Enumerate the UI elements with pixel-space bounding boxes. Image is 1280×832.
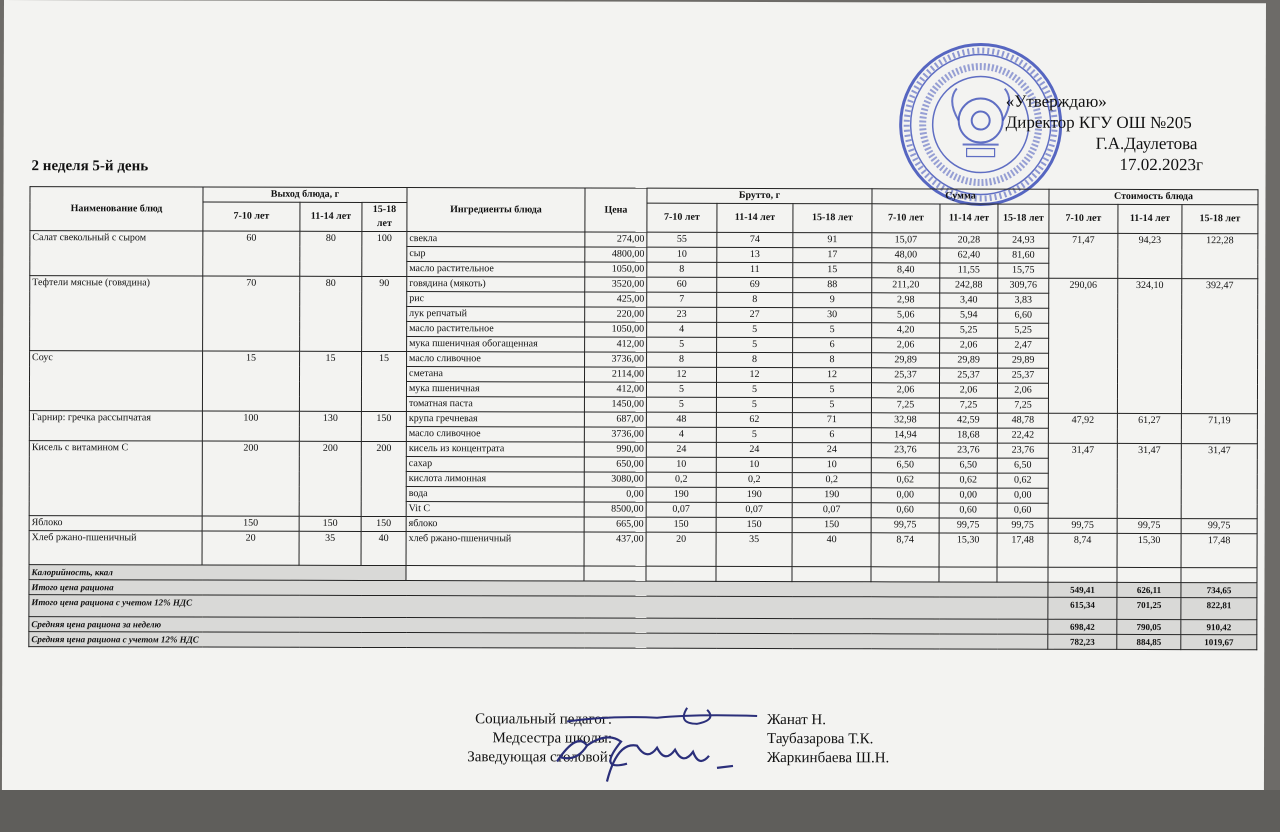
- sum-value: 24,93: [998, 233, 1049, 248]
- approve-position: Директор КГУ ОШ №205: [1005, 112, 1192, 133]
- output-value: 200: [202, 441, 299, 516]
- brutto-value: 0,07: [792, 503, 871, 518]
- empty-cell: [406, 566, 584, 581]
- ingredient-name: томатная паста: [406, 397, 584, 412]
- nurse-name: Таубазарова Т.К.: [767, 731, 874, 748]
- cost-value: 122,28: [1182, 234, 1258, 279]
- sum-value: 99,75: [997, 518, 1048, 533]
- brutto-value: 11: [717, 262, 793, 277]
- brutto-value: 5: [716, 382, 792, 397]
- social-pedagogue-name: Жанат Н.: [767, 712, 827, 729]
- brutto-value: 5: [716, 427, 792, 442]
- calories-label: Калорийность, ккал: [29, 565, 406, 581]
- brutto-value: 9: [793, 293, 872, 308]
- cost-value: 17,48: [1181, 534, 1257, 568]
- price-value: 3080,00: [584, 472, 646, 487]
- brutto-value: 74: [717, 232, 793, 247]
- empty-cell: [792, 567, 871, 582]
- dish-name: Тефтели мясные (говядина): [30, 276, 203, 351]
- empty-cell: [871, 567, 939, 582]
- brutto-value: 8: [717, 292, 793, 307]
- sum-value: 2,06: [871, 383, 939, 398]
- brutto-value: 5: [647, 337, 717, 352]
- header-age: 11-14 лет: [940, 204, 998, 233]
- brutto-value: 5: [792, 398, 871, 413]
- brutto-value: 24: [792, 443, 871, 458]
- brutto-value: 0,2: [716, 472, 792, 487]
- total-value: 1019,67: [1181, 635, 1257, 650]
- ingredient-name: мука пшеничная: [406, 382, 584, 397]
- brutto-value: 15: [793, 263, 872, 278]
- dish-name: Гарнир: гречка рассыпчатая: [29, 411, 202, 441]
- brutto-value: 8: [793, 353, 872, 368]
- table-row: [30, 276, 1258, 294]
- ingredient-name: масло сливочное: [406, 427, 584, 442]
- header-output: Выход блюда, г: [203, 187, 407, 203]
- sum-value: 48,00: [872, 248, 940, 263]
- sum-value: 20,28: [940, 233, 998, 248]
- brutto-value: 0,07: [646, 502, 716, 517]
- brutto-value: 190: [716, 487, 792, 502]
- header-cost: Стоимость блюда: [1049, 189, 1258, 205]
- sum-value: 5,25: [998, 323, 1049, 338]
- cost-value: 99,75: [1117, 518, 1181, 533]
- empty-cell: [1181, 568, 1257, 583]
- output-value: 100: [362, 231, 407, 276]
- cost-value: 99,75: [1181, 519, 1257, 534]
- ingredient-name: кисель из концентрата: [406, 442, 584, 457]
- total-value: 910,42: [1181, 620, 1257, 635]
- price-value: 1450,00: [584, 397, 646, 412]
- brutto-value: 88: [793, 278, 872, 293]
- cost-value: 31,47: [1181, 444, 1257, 519]
- sum-value: 0,62: [939, 473, 997, 488]
- ingredient-name: Vit C: [406, 502, 584, 517]
- sum-value: 22,42: [997, 428, 1048, 443]
- approval-block: [1006, 91, 1236, 176]
- sum-value: 3,40: [940, 293, 998, 308]
- output-value: 15: [299, 351, 361, 411]
- brutto-value: 5: [793, 323, 872, 338]
- brutto-value: 5: [792, 383, 871, 398]
- sum-value: 0,62: [871, 473, 939, 488]
- total-value: 734,65: [1181, 583, 1257, 598]
- sum-value: 25,37: [998, 368, 1049, 383]
- price-value: 8500,00: [584, 502, 646, 517]
- sum-value: 2,06: [939, 383, 997, 398]
- price-value: 220,00: [585, 307, 647, 322]
- cost-value: 290,06: [1048, 278, 1117, 413]
- total-value: 701,25: [1117, 597, 1181, 619]
- table-row: [30, 231, 1258, 249]
- brutto-value: 5: [646, 382, 716, 397]
- header-age: 15-18 лет: [1182, 205, 1258, 234]
- total-value: 822,81: [1181, 598, 1257, 620]
- brutto-value: 48: [646, 412, 716, 427]
- brutto-value: 0,07: [716, 502, 792, 517]
- output-value: 35: [299, 531, 361, 565]
- ingredient-name: рис: [407, 292, 585, 307]
- cost-value: 99,75: [1048, 518, 1117, 533]
- sum-value: 211,20: [872, 278, 940, 293]
- header-age: 7-10 лет: [203, 202, 300, 231]
- sum-value: 18,68: [939, 428, 997, 443]
- empty-cell: [584, 566, 646, 581]
- brutto-value: 0,2: [646, 472, 716, 487]
- total-label: Итого цена рациона с учетом 12% НДС: [29, 595, 1048, 620]
- sum-value: 23,76: [939, 443, 997, 458]
- ingredient-name: масло растительное: [407, 322, 585, 337]
- brutto-value: 20: [646, 532, 716, 566]
- cost-value: 31,47: [1117, 443, 1181, 518]
- dish-name: Яблоко: [29, 516, 202, 531]
- price-value: 274,00: [585, 232, 647, 247]
- brutto-value: 12: [793, 368, 872, 383]
- header-dish: Наименование блюд: [30, 187, 203, 231]
- header-brutto: Брутто, г: [647, 188, 872, 204]
- sum-value: 7,25: [871, 398, 939, 413]
- brutto-value: 12: [717, 367, 793, 382]
- output-value: 150: [299, 516, 361, 531]
- sum-value: 11,55: [940, 263, 998, 278]
- sum-value: 14,94: [871, 428, 939, 443]
- brutto-value: 62: [716, 412, 792, 427]
- header-age: 11-14 лет: [1118, 204, 1182, 233]
- social-pedagogue-label: Социальный педагог:: [475, 711, 613, 728]
- header-price: Цена: [585, 188, 647, 232]
- cost-value: 61,27: [1117, 413, 1181, 443]
- sum-value: 8,40: [872, 263, 940, 278]
- brutto-value: 150: [716, 517, 792, 532]
- brutto-value: 91: [793, 233, 872, 248]
- canteen-head-label: Заведующая столовой:: [467, 749, 613, 766]
- menu-table: [28, 186, 1258, 650]
- canteen-head-name: Жаркинбаева Ш.Н.: [766, 750, 890, 767]
- sum-value: 0,62: [997, 473, 1048, 488]
- brutto-value: 30: [793, 308, 872, 323]
- sum-value: 6,50: [871, 458, 939, 473]
- sum-value: 15,07: [872, 233, 940, 248]
- total-value: 698,42: [1048, 619, 1117, 634]
- header-ingredients: Ингредиенты блюда: [407, 188, 585, 232]
- sum-value: 29,89: [940, 353, 998, 368]
- brutto-value: 7: [647, 292, 717, 307]
- ingredient-name: сахар: [406, 457, 584, 472]
- sum-value: 4,20: [872, 323, 940, 338]
- brutto-value: 8: [647, 262, 717, 277]
- sum-value: 2,47: [998, 338, 1049, 353]
- dish-name: Хлеб ржано-пшеничный: [29, 531, 202, 565]
- brutto-value: 150: [792, 518, 871, 533]
- output-value: 200: [299, 441, 361, 516]
- sum-value: 0,00: [871, 488, 939, 503]
- sum-value: 99,75: [939, 518, 997, 533]
- ingredient-name: крупа гречневая: [406, 412, 584, 427]
- brutto-value: 40: [792, 533, 871, 567]
- sum-value: 32,98: [871, 413, 939, 428]
- output-value: 15: [202, 351, 299, 411]
- table-row: [29, 411, 1257, 429]
- price-value: 3520,00: [585, 277, 647, 292]
- brutto-value: 27: [717, 307, 793, 322]
- output-value: 200: [361, 441, 406, 516]
- sum-value: 309,76: [998, 278, 1049, 293]
- sum-value: 242,88: [940, 278, 998, 293]
- brutto-value: 10: [792, 458, 871, 473]
- brutto-value: 5: [717, 337, 793, 352]
- nurse-label: Медсестра школы:: [492, 730, 613, 747]
- brutto-value: 0,2: [792, 473, 871, 488]
- total-label: Средняя цена рациона с учетом 12% НДС: [29, 632, 1048, 650]
- brutto-value: 12: [647, 367, 717, 382]
- brutto-value: 6: [793, 338, 872, 353]
- ingredient-name: мука пшеничная обогащенная: [407, 337, 585, 352]
- output-value: 70: [203, 276, 300, 351]
- ingredient-name: говядина (мякоть): [407, 277, 585, 292]
- cost-value: 71,47: [1049, 233, 1118, 278]
- total-label: Средняя цена рациона за неделю: [29, 617, 1048, 635]
- header-age: 11-14 лет: [717, 203, 793, 232]
- approve-date: 17.02.2023г: [1119, 154, 1204, 175]
- sum-value: 23,76: [997, 443, 1048, 458]
- ingredient-name: сметана: [407, 367, 585, 382]
- cost-value: 324,10: [1117, 278, 1181, 413]
- handwritten-signatures: [547, 701, 787, 792]
- brutto-value: 35: [716, 532, 792, 566]
- price-value: 665,00: [584, 517, 646, 532]
- sum-value: 0,60: [939, 503, 997, 518]
- ingredient-name: сыр: [407, 247, 585, 262]
- sum-value: 0,00: [997, 488, 1048, 503]
- total-value: 782,23: [1048, 634, 1117, 649]
- table-row: [29, 531, 1257, 568]
- price-value: 1050,00: [585, 262, 647, 277]
- sum-value: 2,06: [940, 338, 998, 353]
- brutto-value: 10: [647, 247, 717, 262]
- brutto-value: 10: [716, 457, 792, 472]
- output-value: 150: [361, 411, 406, 441]
- ingredient-name: масло растительное: [407, 262, 585, 277]
- total-value: 615,34: [1048, 597, 1117, 619]
- brutto-value: 4: [646, 427, 716, 442]
- ingredient-name: вода: [406, 487, 584, 502]
- output-value: 80: [300, 231, 362, 276]
- brutto-value: 5: [646, 397, 716, 412]
- output-value: 60: [203, 231, 300, 276]
- brutto-value: 5: [717, 322, 793, 337]
- sum-value: 23,76: [871, 443, 939, 458]
- sum-value: 5,94: [940, 308, 998, 323]
- empty-cell: [716, 566, 792, 581]
- total-value: 549,41: [1048, 582, 1117, 597]
- sum-value: 8,74: [871, 533, 939, 567]
- cost-value: 94,23: [1118, 233, 1182, 278]
- cost-value: 71,19: [1181, 414, 1257, 444]
- brutto-value: 4: [647, 322, 717, 337]
- brutto-value: 8: [717, 352, 793, 367]
- sum-value: 0,00: [939, 488, 997, 503]
- sum-value: 25,37: [940, 368, 998, 383]
- dish-name: Салат свекольный с сыром: [30, 231, 203, 276]
- sum-value: 0,60: [871, 503, 939, 518]
- ingredient-name: масло сливочное: [407, 352, 585, 367]
- background-surface: [0, 790, 1280, 832]
- ingredient-name: кислота лимонная: [406, 472, 584, 487]
- sum-value: 42,59: [939, 413, 997, 428]
- dish-name: Кисель с витамином С: [29, 441, 202, 516]
- empty-cell: [1048, 567, 1117, 582]
- approve-name: Г.А.Даулетова: [1095, 133, 1198, 154]
- table-row: [29, 441, 1257, 459]
- brutto-value: 69: [717, 277, 793, 292]
- sum-value: 3,83: [998, 293, 1049, 308]
- sum-value: 15,75: [998, 263, 1049, 278]
- approve-title: «Утверждаю»: [1005, 91, 1107, 111]
- price-value: 1050,00: [585, 322, 647, 337]
- sum-value: 6,50: [939, 458, 997, 473]
- cost-value: 15,30: [1117, 533, 1181, 567]
- sum-value: 81,60: [998, 248, 1049, 263]
- cost-value: 8,74: [1048, 533, 1117, 567]
- empty-cell: [1117, 567, 1181, 582]
- price-value: 3736,00: [585, 352, 647, 367]
- ingredient-name: свекла: [407, 232, 585, 247]
- header-age: 7-10 лет: [872, 204, 940, 233]
- price-value: 412,00: [584, 382, 646, 397]
- sum-value: 7,25: [997, 398, 1048, 413]
- output-value: 80: [300, 276, 362, 351]
- price-value: 2114,00: [585, 367, 647, 382]
- brutto-value: 6: [792, 428, 871, 443]
- header-sum: Сумма: [872, 189, 1049, 204]
- total-label: Итого цена рациона: [29, 580, 1048, 598]
- price-value: 687,00: [584, 412, 646, 427]
- brutto-value: 24: [646, 442, 716, 457]
- header-age: 11-14 лет: [300, 202, 362, 231]
- price-value: 650,00: [584, 457, 646, 472]
- output-value: 150: [361, 516, 406, 531]
- brutto-value: 190: [792, 488, 871, 503]
- cost-value: 47,92: [1048, 413, 1117, 443]
- ingredient-name: лук репчатый: [407, 307, 585, 322]
- sum-value: 48,78: [997, 413, 1048, 428]
- price-value: 3736,00: [584, 427, 646, 442]
- header-age: 15-18 лет: [793, 204, 872, 233]
- brutto-value: 60: [647, 277, 717, 292]
- brutto-value: 24: [716, 442, 792, 457]
- output-value: 40: [361, 531, 406, 565]
- output-value: 15: [361, 351, 406, 411]
- sum-value: 6,50: [997, 458, 1048, 473]
- total-value: 626,11: [1117, 582, 1181, 597]
- sum-value: 6,60: [998, 308, 1049, 323]
- total-value: 790,05: [1117, 619, 1181, 634]
- header-age: 7-10 лет: [1049, 204, 1118, 233]
- document-sheet: [2, 0, 1266, 793]
- dish-name: Соус: [29, 351, 202, 411]
- sum-value: 7,25: [939, 398, 997, 413]
- sum-value: 2,98: [872, 293, 940, 308]
- sum-value: 2,06: [997, 383, 1048, 398]
- header-age: 15-18 лет: [998, 204, 1049, 233]
- brutto-value: 5: [716, 397, 792, 412]
- cost-value: 31,47: [1048, 443, 1117, 518]
- output-value: 100: [202, 411, 299, 441]
- sum-value: 5,25: [940, 323, 998, 338]
- brutto-value: 17: [793, 248, 872, 263]
- header-age: 15-18 лет: [362, 202, 407, 231]
- empty-cell: [646, 566, 716, 581]
- brutto-value: 150: [646, 517, 716, 532]
- brutto-value: 71: [792, 413, 871, 428]
- brutto-value: 23: [647, 307, 717, 322]
- output-value: 150: [202, 516, 299, 531]
- brutto-value: 10: [646, 457, 716, 472]
- sum-value: 5,06: [872, 308, 940, 323]
- price-value: 412,00: [585, 337, 647, 352]
- cost-value: 392,47: [1181, 279, 1257, 414]
- empty-cell: [997, 567, 1048, 582]
- output-value: 90: [362, 276, 407, 351]
- output-value: 20: [202, 531, 299, 565]
- output-value: 130: [299, 411, 361, 441]
- sum-value: 29,89: [872, 353, 940, 368]
- ingredient-name: яблоко: [406, 517, 584, 532]
- day-title: 2 неделя 5-й день: [31, 158, 149, 175]
- total-row: [29, 632, 1257, 650]
- sum-value: 15,30: [939, 533, 997, 567]
- sum-value: 17,48: [997, 533, 1048, 567]
- price-value: 990,00: [584, 442, 646, 457]
- brutto-value: 190: [646, 487, 716, 502]
- header-age: 7-10 лет: [647, 203, 717, 232]
- sum-value: 29,89: [998, 353, 1049, 368]
- sum-value: 62,40: [940, 248, 998, 263]
- sum-value: 0,60: [997, 503, 1048, 518]
- brutto-value: 8: [647, 352, 717, 367]
- brutto-value: 55: [647, 232, 717, 247]
- sum-value: 25,37: [872, 368, 940, 383]
- price-value: 425,00: [585, 292, 647, 307]
- price-value: 4800,00: [585, 247, 647, 262]
- brutto-value: 13: [717, 247, 793, 262]
- total-value: 884,85: [1117, 634, 1181, 649]
- price-value: 0,00: [584, 487, 646, 502]
- sum-value: 2,06: [872, 338, 940, 353]
- price-value: 437,00: [584, 532, 646, 566]
- total-row: [29, 595, 1257, 620]
- ingredient-name: хлеб ржано-пшеничный: [406, 532, 584, 566]
- sum-value: 99,75: [871, 518, 939, 533]
- empty-cell: [939, 567, 997, 582]
